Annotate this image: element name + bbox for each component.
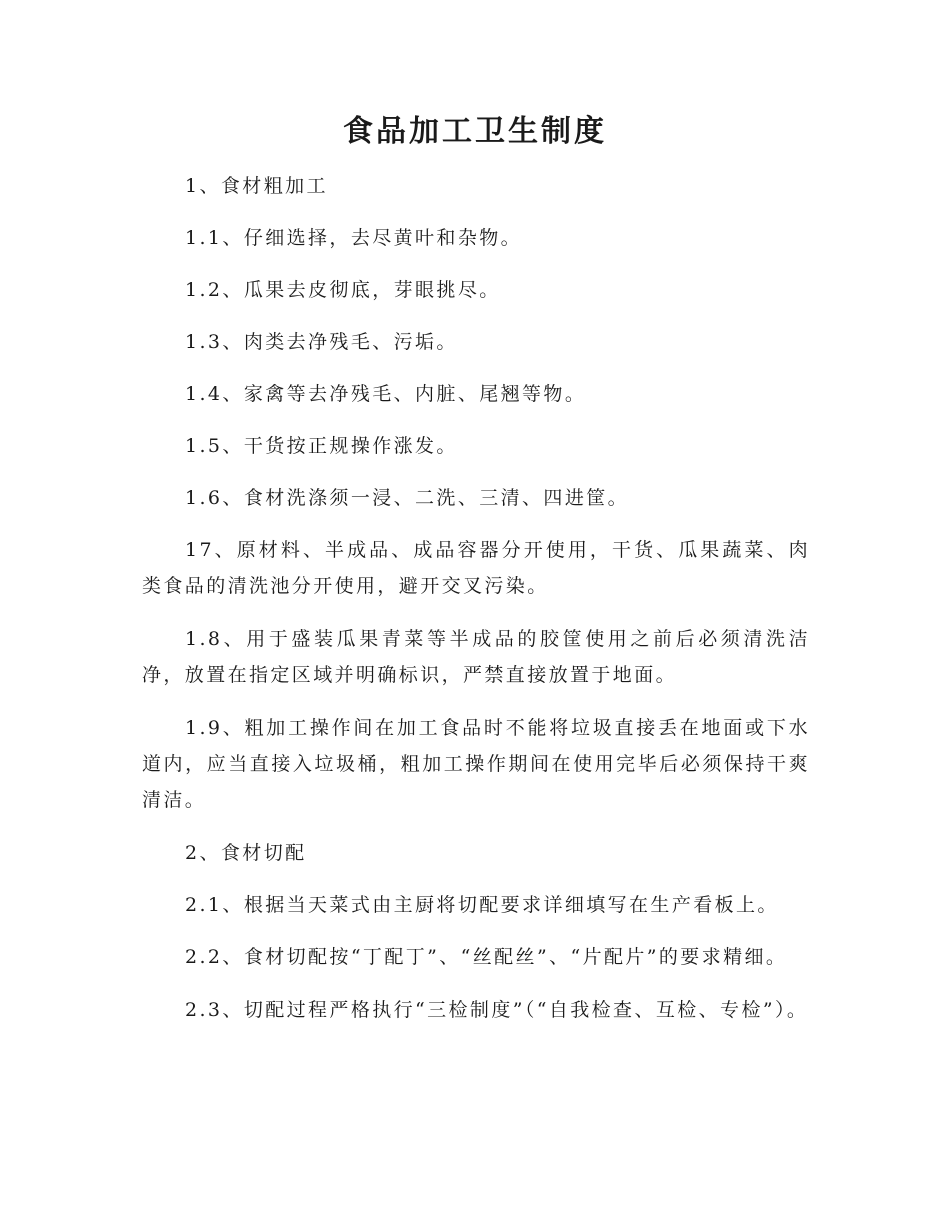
- paragraph-1-9: 1.9、粗加工操作间在加工食品时不能将垃圾直接丢在地面或下水道内，应当直接入垃圾桶，粗加工操作期间在使用完毕后必须保持干爽清洁。: [142, 717, 810, 811]
- paragraph-1-4: 1.4、家禽等去净残毛、内脏、尾翘等物。: [185, 383, 587, 405]
- paragraph-1-7: 17、原材料、半成品、成品容器分开使用，干货、瓜果蔬菜、肉类食品的清洗池分开使用，避开交叉污染。: [142, 539, 810, 597]
- paragraph-1-2: 1.2、瓜果去皮彻底，芽眼挑尽。: [185, 279, 501, 301]
- section-heading-1: 1、食材粗加工: [185, 175, 328, 197]
- paragraph-1-6: 1.6、食材洗涤须一浸、二洗、三清、四进筐。: [185, 487, 630, 509]
- document-body: [142, 168, 810, 1045]
- paragraph-2-3: 2.3、切配过程严格执行“三检制度”（“自我检查、互检、专检”）。: [185, 999, 809, 1021]
- section-heading-2: 2、食材切配: [185, 842, 307, 864]
- paragraph-1-5: 1.5、干货按正规操作涨发。: [185, 435, 458, 457]
- paragraph-1-8: 1.8、用于盛装瓜果青菜等半成品的胶筐使用之前后必须清洗洁净，放置在指定区域并明确标识，严禁直接放置于地面。: [142, 628, 810, 686]
- paragraph-1-3: 1.3、肉类去净残毛、污垢。: [185, 331, 458, 353]
- paragraph-2-2: 2.2、食材切配按“丁配丁”、“丝配丝”、“片配片”的要求精细。: [185, 946, 788, 968]
- paragraph-2-1: 2.1、根据当天菜式由主厨将切配要求详细填写在生产看板上。: [185, 894, 779, 916]
- paragraph-1-1: 1.1、仔细选择，去尽黄叶和杂物。: [185, 227, 523, 249]
- document-title: 食品加工卫生制度: [343, 114, 607, 149]
